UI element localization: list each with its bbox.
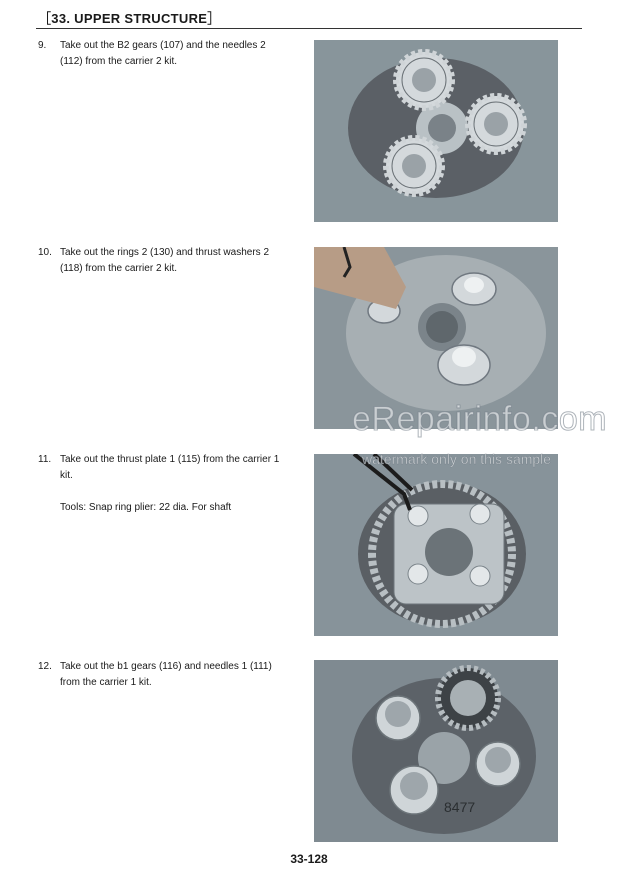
page-number: 33-128 <box>290 852 328 866</box>
step-9 <box>38 38 288 70</box>
watermark-main: eRepairinfo.com <box>352 400 608 438</box>
section-header: ［33. UPPER STRUCTURE］ <box>38 11 221 26</box>
step-text: Take out the b1 gears (116) and needles 1 (111) from the carrier 1 kit. <box>60 661 272 688</box>
step-tools: Tools: Snap ring plier: 22 dia. For shaft <box>60 502 232 513</box>
step-number: 9. <box>38 40 47 51</box>
step-11 <box>38 452 288 516</box>
photo-b2-gears <box>314 40 558 222</box>
step-text: Take out the rings 2 (130) and thrust washers 2 (118) from the carrier 2 kit. <box>60 247 270 274</box>
carrier-number-label: 8477 <box>444 799 476 815</box>
watermark-sub: watermark only on this sample <box>362 451 552 467</box>
step-number: 10. <box>38 247 52 258</box>
header-divider <box>36 28 582 29</box>
photo-thrust-plate <box>314 454 558 636</box>
step-12 <box>38 659 288 691</box>
step-number: 11. <box>38 454 52 465</box>
step-text: Take out the thrust plate 1 (115) from the carrier 1 kit. <box>60 454 280 481</box>
step-10 <box>38 245 288 277</box>
photo-b1-gears <box>314 660 558 842</box>
step-number: 12. <box>38 661 52 672</box>
step-text: Take out the B2 gears (107) and the needles 2 (112) from the carrier 2 kit. <box>60 40 266 67</box>
